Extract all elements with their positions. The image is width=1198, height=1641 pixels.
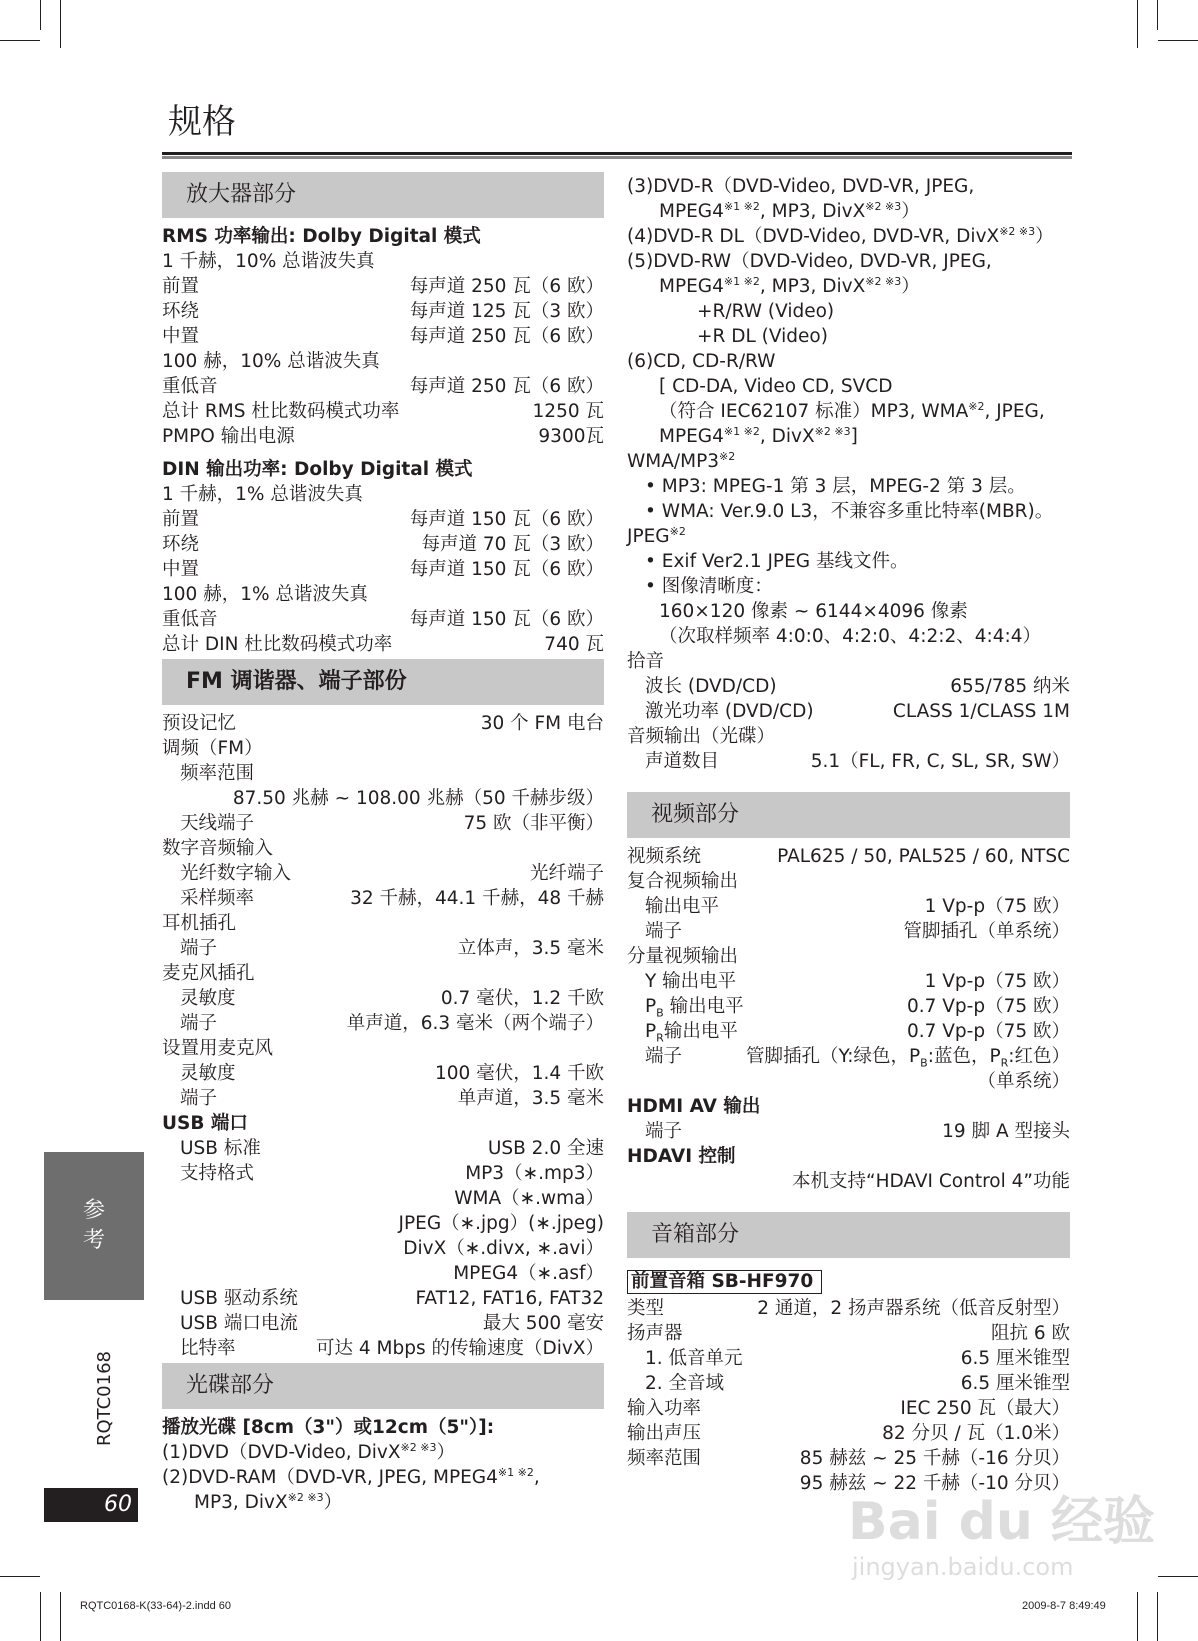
- section-heading-fm: FM 调谐器、端子部份: [162, 659, 604, 705]
- disc-item-cont: $MPEG4^{※1 ※2}$, MP3, DivX$^{※2 ※3}$）: [659, 274, 920, 297]
- spec-row: 比特率 可达 4 Mbps 的传输速度（DivX）: [180, 1338, 604, 1359]
- section-heading-speaker: 音箱部分: [627, 1212, 1070, 1258]
- spec-row: 前置 每声道 250 瓦（6 欧）: [162, 276, 604, 297]
- spec-row: 端子 19 脚 A 型接头: [645, 1121, 1070, 1142]
- rms-title: RMS 功率输出: Dolby Digital 模式: [162, 226, 481, 247]
- spec-row: 输出声压 82 分贝 / 瓦（1.0米）: [627, 1423, 1070, 1444]
- spec-group-title: 麦克风插孔: [162, 963, 255, 984]
- spec-row: 波长 (DVD/CD) 655/785 纳米: [645, 676, 1070, 697]
- footer-file-info: RQTC0168-K(33-64)-2.indd 60: [80, 1600, 232, 1612]
- disc-item: (6)CD, CD-R/RW: [627, 351, 776, 372]
- usb-format: MPEG4（∗.asf）: [453, 1263, 604, 1284]
- disc-item-cont: +R/RW (Video): [697, 301, 835, 322]
- spec-row: 端子 管脚插孔（单系统）: [645, 921, 1070, 942]
- spec-row: Y 输出电平 1 Vp-p（75 欧）: [645, 971, 1070, 992]
- bullet-item: • Exif Ver2.1 JPEG 基线文件。: [645, 551, 909, 572]
- document-code: RQTC0168: [94, 1351, 115, 1446]
- page-number: 60: [44, 1488, 138, 1522]
- crop-mark: [1158, 1576, 1198, 1577]
- spec-group-title: 调频（FM）: [162, 738, 263, 759]
- spec-group-title: JPEG$^{※2}$: [627, 524, 686, 547]
- spec-group-title: 分量视频输出: [627, 946, 739, 967]
- right-column: [627, 174, 1070, 1496]
- crop-mark: [0, 40, 40, 41]
- disc-item-cont: $MPEG4^{※1 ※2}$, MP3, DivX$^{※2 ※3}$）: [659, 199, 920, 222]
- baidu-watermark: Bai du 经验 jingyan.baidu.com: [848, 1492, 1155, 1581]
- spec-row: 扬声器 阻抗 6 欧: [627, 1323, 1070, 1344]
- crop-mark: [1158, 40, 1198, 41]
- spec-group-title: USB 端口: [162, 1113, 248, 1134]
- bullet-item-cont: （次取样频率 4:0:0、4:2:0、4:2:2、4:4:4）: [659, 626, 1041, 647]
- crop-mark: [1157, 1592, 1158, 1641]
- section-heading-amplifier: 放大器部分: [162, 172, 604, 218]
- spec-row: 端子 单声道，6.3 毫米（两个端子）: [180, 1013, 604, 1034]
- spec-value: 本机支持“HDAVI Control 4”功能: [792, 1171, 1070, 1192]
- spec-row: 天线端子 75 欧（非平衡）: [180, 813, 604, 834]
- crop-mark: [1137, 0, 1138, 48]
- spec-row: 总计 DIN 杜比数码模式功率 740 瓦: [162, 634, 604, 655]
- reference-side-tab: 参 考: [44, 1152, 144, 1300]
- disc-item-cont: （符合 IEC62107 标准）MP3, WMA$^{※2}$, JPEG,: [659, 399, 1045, 422]
- crop-mark: [1137, 1592, 1138, 1641]
- disc-item-cont: [ CD-DA, Video CD, SVCD: [659, 376, 893, 397]
- usb-format: WMA（∗.wma）: [454, 1188, 604, 1209]
- section-heading-video: 视频部分: [627, 792, 1070, 838]
- disc-item: (4)DVD-R DL（DVD-Video, DVD-VR, DivX$^{※2 ※3}$）: [627, 224, 1054, 247]
- bullet-item-cont: 160×120 像素 ~ 6144×4096 像素: [659, 601, 968, 622]
- spec-row: USB 标准 USB 2.0 全速: [180, 1138, 604, 1159]
- spec-row: 重低音 每声道 250 瓦（6 欧）: [162, 376, 604, 397]
- section-heading-disc: 光碟部分: [162, 1363, 604, 1409]
- crop-mark: [40, 1592, 41, 1641]
- spec-row: 类型 2 通道，2 扬声器系统（低音反射型）: [627, 1298, 1070, 1319]
- spec-row: 2. 全音域 6.5 厘米锥型: [645, 1373, 1070, 1394]
- spec-value: 95 赫兹 ~ 22 千赫（-10 分贝）: [799, 1473, 1070, 1494]
- spec-row: 灵敏度 0.7 毫伏，1.2 千欧: [180, 988, 604, 1009]
- title-rule: [162, 152, 1072, 155]
- spec-row: $P_R$输出电平 0.7 Vp-p（75 欧）: [645, 1021, 1070, 1045]
- front-speaker-label: 前置音箱 SB-HF970: [627, 1270, 822, 1294]
- spec-row: 1. 低音单元 6.5 厘米锥型: [645, 1348, 1070, 1369]
- spec-row: 采样频率 32 千赫，44.1 千赫，48 千赫: [180, 888, 604, 909]
- spec-row: 输出电平 1 Vp-p（75 欧）: [645, 896, 1070, 917]
- spec-row: 环绕 每声道 125 瓦（3 欧）: [162, 301, 604, 322]
- spec-row: 端子 管脚插孔（Y:绿色，$P_B$:蓝色，$P_R$:红色）: [645, 1046, 1070, 1070]
- title-rule-shadow: [162, 156, 1072, 159]
- spec-value: （单系统）: [977, 1071, 1070, 1092]
- spec-row: 输入功率 IEC 250 瓦（最大）: [627, 1398, 1070, 1419]
- spec-label: 频率范围: [180, 763, 255, 784]
- disc-item-cont: MP3, DivX$^{※2 ※3}$）: [194, 1490, 343, 1513]
- rms-condition-2: 100 赫，10% 总谐波失真: [162, 351, 380, 372]
- spec-row: USB 驱动系统 FAT12, FAT16, FAT32: [180, 1288, 604, 1309]
- spec-group-title: WMA/MP3$^{※2}$: [627, 449, 736, 472]
- usb-format: JPEG（∗.jpg）(∗.jpeg): [398, 1213, 604, 1234]
- spec-group-title: 数字音频输入: [162, 838, 274, 859]
- bullet-item: • WMA: Ver.9.0 L3，不兼容多重比特率(MBR)。: [645, 501, 1054, 522]
- spec-group-title: HDAVI 控制: [627, 1146, 736, 1167]
- left-column: [162, 170, 604, 1515]
- spec-group-title: 音频输出（光碟）: [627, 726, 776, 747]
- usb-format: DivX（∗.divx, ∗.avi）: [403, 1238, 604, 1259]
- din-condition-2: 100 赫，1% 总谐波失真: [162, 584, 368, 605]
- footer-timestamp: 2009-8-7 8:49:49: [1022, 1600, 1106, 1612]
- spec-row: 中置 每声道 150 瓦（6 欧）: [162, 559, 604, 580]
- disc-item: (1)DVD（DVD-Video, DivX$^{※2 ※3}$）: [162, 1440, 455, 1463]
- disc-item-cont: +R DL (Video): [697, 326, 828, 347]
- spec-group-title: HDMI AV 输出: [627, 1096, 761, 1117]
- disc-item: (3)DVD-R（DVD-Video, DVD-VR, JPEG,: [627, 176, 975, 197]
- crop-mark: [40, 0, 41, 30]
- spec-row: 光纤数字输入 光纤端子: [180, 863, 604, 884]
- page-title: 规格: [168, 102, 236, 142]
- spec-row: 端子 单声道，3.5 毫米: [180, 1088, 604, 1109]
- spec-group-title: 复合视频输出: [627, 871, 739, 892]
- spec-row: 声道数目 5.1（FL, FR, C, SL, SR, SW）: [645, 751, 1070, 772]
- din-title: DIN 输出功率: Dolby Digital 模式: [162, 459, 473, 480]
- disc-item-cont: $MPEG4^{※1 ※2}$, DivX$^{※2 ※3}$]: [659, 424, 858, 447]
- crop-mark: [1157, 0, 1158, 30]
- spec-row: 支持格式 MP3（∗.mp3）: [180, 1163, 604, 1184]
- spec-row: 端子 立体声，3.5 毫米: [180, 938, 604, 959]
- crop-mark: [60, 1592, 61, 1641]
- bullet-item: • 图像清晰度：: [645, 576, 773, 597]
- rms-condition-1: 1 千赫，10% 总谐波失真: [162, 251, 375, 272]
- spec-row: 预设记忆 30 个 FM 电台: [162, 713, 604, 734]
- spec-row: 总计 RMS 杜比数码模式功率 1250 瓦: [162, 401, 604, 422]
- spec-row: 中置 每声道 250 瓦（6 欧）: [162, 326, 604, 347]
- spec-group-title: 耳机插孔: [162, 913, 237, 934]
- spec-row: $P_B$ 输出电平 0.7 Vp-p（75 欧）: [645, 996, 1070, 1020]
- spec-group-title: 拾音: [627, 651, 665, 672]
- spec-group-title: 设置用麦克风: [162, 1038, 274, 1059]
- spec-row: 重低音 每声道 150 瓦（6 欧）: [162, 609, 604, 630]
- spec-row: USB 端口电流 最大 500 毫安: [180, 1313, 604, 1334]
- din-condition-1: 1 千赫，1% 总谐波失真: [162, 484, 363, 505]
- disc-item: (2)DVD-RAM（DVD-VR, JPEG, $MPEG4^{※1 ※2}$,: [162, 1465, 540, 1488]
- spec-value: 87.50 兆赫 ~ 108.00 兆赫（50 千赫步级）: [232, 788, 604, 809]
- spec-row: 灵敏度 100 毫伏，1.4 千欧: [180, 1063, 604, 1084]
- spec-row: 视频系统 PAL625 / 50, PAL525 / 60, NTSC: [627, 846, 1070, 867]
- disc-item: (5)DVD-RW（DVD-Video, DVD-VR, JPEG,: [627, 251, 992, 272]
- spec-row: 前置 每声道 150 瓦（6 欧）: [162, 509, 604, 530]
- spec-row: PMPO 输出电源 9300瓦: [162, 426, 604, 447]
- crop-mark: [60, 0, 61, 48]
- bullet-item: • MP3: MPEG-1 第 3 层，MPEG-2 第 3 层。: [645, 476, 1026, 497]
- spec-row: 频率范围 85 赫兹 ~ 25 千赫（-16 分贝）: [627, 1448, 1070, 1469]
- crop-mark: [0, 1576, 40, 1577]
- spec-row: 环绕 每声道 70 瓦（3 欧）: [162, 534, 604, 555]
- spec-row: 激光功率 (DVD/CD) CLASS 1/CLASS 1M: [645, 701, 1070, 722]
- disc-play-title: 播放光碟 [8cm（3"）或12cm（5"）]:: [162, 1417, 495, 1438]
